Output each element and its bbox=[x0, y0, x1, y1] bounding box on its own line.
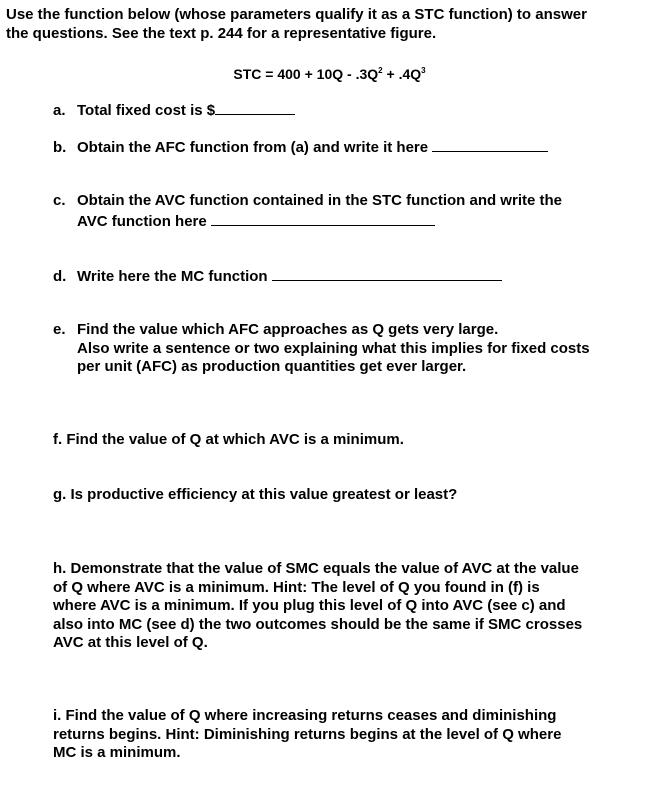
question-e-line-3: per unit (AFC) as production quantities get ever larger. bbox=[77, 358, 467, 375]
question-i-line-3: MC is a minimum. bbox=[53, 744, 181, 761]
question-i bbox=[53, 707, 643, 763]
question-b bbox=[53, 137, 643, 158]
question-b-text: Obtain the AFC function from (a) and write it here bbox=[77, 139, 433, 156]
question-e-line-1: Find the value which AFC approaches as Q gets very large. bbox=[77, 321, 499, 338]
question-i-line-2: returns begins. Hint: Diminishing returns begins at the level of Q where bbox=[53, 725, 562, 743]
question-c-label: c. bbox=[53, 192, 66, 209]
question-h bbox=[53, 560, 643, 653]
question-h-line-3: where AVC is a minimum. If you plug this level of Q into AVC (see c) and bbox=[53, 597, 566, 614]
question-h-line-5: AVC at this level of Q. bbox=[53, 634, 208, 651]
instructions bbox=[6, 6, 654, 43]
question-a-label: a. bbox=[53, 102, 66, 119]
instructions-line-1: Use the function below (whose parameters qualify it as a STC function) to answer bbox=[6, 6, 587, 23]
question-c-line-2: AVC function here bbox=[77, 212, 211, 230]
question-h-line-1: h. Demonstrate that the value of SMC equals the value of AVC at the value bbox=[53, 560, 579, 577]
question-c bbox=[53, 192, 643, 231]
formula-exponent-2: 2 bbox=[378, 66, 383, 75]
question-d bbox=[53, 266, 643, 287]
question-g: g. Is productive efficiency at this value greatest or least? bbox=[53, 486, 458, 503]
question-h-line-4: also into MC (see d) the two outcomes should be the same if SMC crosses bbox=[53, 615, 583, 633]
question-i-line-1: i. Find the value of Q where increasing returns ceases and diminishing bbox=[53, 707, 557, 724]
answer-blank-b[interactable] bbox=[432, 137, 548, 152]
question-b-label: b. bbox=[53, 139, 67, 156]
formula-exponent-3: 3 bbox=[421, 66, 426, 75]
question-a bbox=[53, 100, 643, 121]
question-a-text: Total fixed cost is $ bbox=[77, 102, 216, 119]
question-e-line-2: Also write a sentence or two explaining what this implies for fixed costs bbox=[77, 339, 590, 357]
formula-part-1: STC = 400 + 10Q - .3Q bbox=[233, 66, 379, 82]
question-d-label: d. bbox=[53, 268, 67, 285]
answer-blank-c[interactable] bbox=[211, 211, 435, 226]
question-h-line-2: of Q where AVC is a minimum. Hint: The level of Q you found in (f) is bbox=[53, 578, 540, 596]
formula-part-2: + .4Q bbox=[382, 66, 422, 82]
question-f: f. Find the value of Q at which AVC is a minimum. bbox=[53, 431, 404, 448]
answer-blank-d[interactable] bbox=[272, 266, 502, 281]
question-d-text: Write here the MC function bbox=[77, 268, 272, 285]
stc-formula bbox=[0, 62, 659, 84]
question-e bbox=[53, 321, 643, 377]
instructions-line-2: the questions. See the text p. 244 for a representative figure. bbox=[6, 24, 437, 42]
question-c-line-1: Obtain the AVC function contained in the STC function and write the bbox=[77, 192, 562, 209]
answer-blank-a[interactable] bbox=[215, 100, 295, 115]
question-e-label: e. bbox=[53, 321, 66, 338]
